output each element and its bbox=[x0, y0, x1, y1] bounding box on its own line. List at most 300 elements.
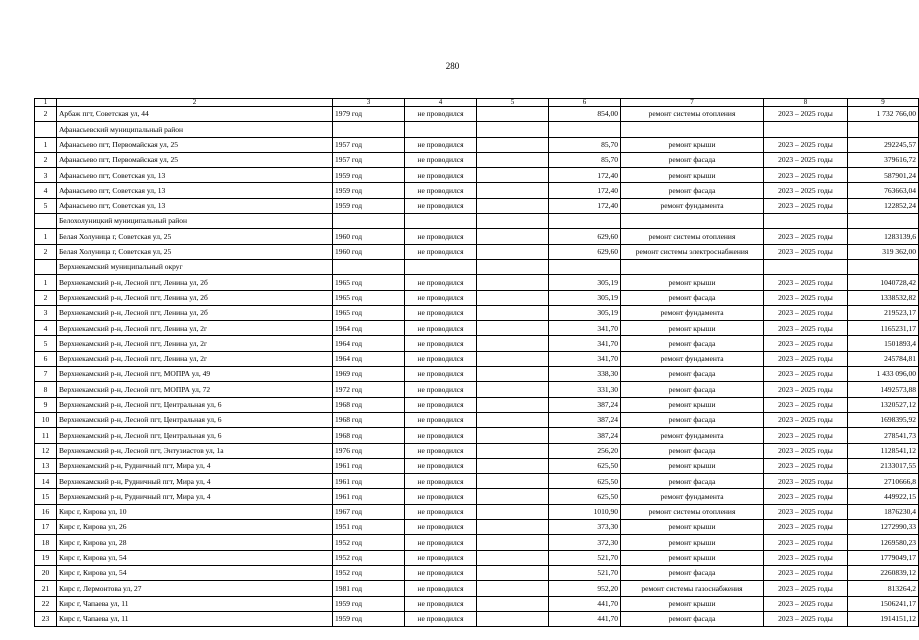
work-type-cell: ремонт фасада bbox=[621, 152, 764, 167]
column-5-cell bbox=[477, 428, 549, 443]
work-type-cell: ремонт фасада bbox=[621, 611, 764, 626]
column-5-cell bbox=[477, 229, 549, 244]
column-5-cell bbox=[477, 565, 549, 580]
row-number-cell: 15 bbox=[35, 489, 57, 504]
work-type-cell: ремонт фундамента bbox=[621, 198, 764, 213]
last-repair-cell: не проводился bbox=[405, 336, 477, 351]
address-cell: Верхнекамский р-н, Лесной пгт, Ленина ул, 2г bbox=[57, 336, 333, 351]
work-type-cell: ремонт фундамента bbox=[621, 305, 764, 320]
period-cell: 2023 – 2025 годы bbox=[764, 183, 848, 198]
table-row bbox=[35, 382, 919, 397]
column-5-cell bbox=[477, 397, 549, 412]
work-type-cell: ремонт крыши bbox=[621, 550, 764, 565]
area-cell: 341,70 bbox=[549, 336, 621, 351]
row-number-cell bbox=[35, 214, 57, 229]
commissioning-year-cell: 1972 год bbox=[333, 382, 405, 397]
work-type-cell: ремонт фасада bbox=[621, 565, 764, 580]
address-cell: Верхнекамский р-н, Рудничный пгт, Мира ул, 4 bbox=[57, 458, 333, 473]
row-number-cell: 7 bbox=[35, 367, 57, 382]
empty-cell bbox=[405, 214, 477, 229]
row-number-cell: 5 bbox=[35, 336, 57, 351]
column-5-cell bbox=[477, 183, 549, 198]
row-number-cell: 1 bbox=[35, 137, 57, 152]
address-cell: Белая Холуница г, Советская ул, 25 bbox=[57, 244, 333, 259]
cost-cell: 278541,73 bbox=[848, 428, 919, 443]
empty-cell bbox=[848, 122, 919, 137]
commissioning-year-cell: 1967 год bbox=[333, 504, 405, 519]
column-5-cell bbox=[477, 198, 549, 213]
work-type-cell: ремонт фасада bbox=[621, 336, 764, 351]
area-cell: 521,70 bbox=[549, 565, 621, 580]
column-number-6: 6 bbox=[549, 99, 621, 107]
group-header-row bbox=[35, 259, 919, 274]
column-number-1: 1 bbox=[35, 99, 57, 107]
empty-cell bbox=[333, 214, 405, 229]
row-number-cell: 4 bbox=[35, 183, 57, 198]
table-row bbox=[35, 198, 919, 213]
table-row bbox=[35, 152, 919, 167]
commissioning-year-cell: 1976 год bbox=[333, 443, 405, 458]
table-row bbox=[35, 428, 919, 443]
area-cell: 1010,90 bbox=[549, 504, 621, 519]
table-row bbox=[35, 397, 919, 412]
table-row bbox=[35, 336, 919, 351]
last-repair-cell: не проводился bbox=[405, 428, 477, 443]
period-cell: 2023 – 2025 годы bbox=[764, 275, 848, 290]
column-5-cell bbox=[477, 412, 549, 427]
row-number-cell: 19 bbox=[35, 550, 57, 565]
last-repair-cell: не проводился bbox=[405, 152, 477, 167]
empty-cell bbox=[848, 259, 919, 274]
work-type-cell: ремонт фундамента bbox=[621, 428, 764, 443]
commissioning-year-cell: 1965 год bbox=[333, 290, 405, 305]
cost-cell: 245784,81 bbox=[848, 351, 919, 366]
table-row bbox=[35, 412, 919, 427]
commissioning-year-cell: 1979 год bbox=[333, 107, 405, 122]
period-cell: 2023 – 2025 годы bbox=[764, 535, 848, 550]
empty-cell bbox=[764, 122, 848, 137]
address-cell: Верхнекамский р-н, Лесной пгт, Ленина ул, 2б bbox=[57, 305, 333, 320]
area-cell: 625,50 bbox=[549, 458, 621, 473]
cost-cell: 1876230,4 bbox=[848, 504, 919, 519]
last-repair-cell: не проводился bbox=[405, 229, 477, 244]
period-cell: 2023 – 2025 годы bbox=[764, 565, 848, 580]
commissioning-year-cell: 1952 год bbox=[333, 565, 405, 580]
table-row bbox=[35, 458, 919, 473]
table-body bbox=[35, 99, 919, 627]
cost-cell: 292245,57 bbox=[848, 137, 919, 152]
period-cell: 2023 – 2025 годы bbox=[764, 290, 848, 305]
area-cell: 85,70 bbox=[549, 137, 621, 152]
area-cell: 441,70 bbox=[549, 596, 621, 611]
row-number-cell: 3 bbox=[35, 305, 57, 320]
period-cell: 2023 – 2025 годы bbox=[764, 474, 848, 489]
work-type-cell: ремонт крыши bbox=[621, 520, 764, 535]
address-cell: Верхнекамский р-н, Рудничный пгт, Мира ул, 4 bbox=[57, 474, 333, 489]
period-cell: 2023 – 2025 годы bbox=[764, 305, 848, 320]
cost-cell: 379616,72 bbox=[848, 152, 919, 167]
column-5-cell bbox=[477, 611, 549, 626]
last-repair-cell: не проводился bbox=[405, 183, 477, 198]
area-cell: 338,30 bbox=[549, 367, 621, 382]
address-cell: Кирс г, Лермонтова ул, 27 bbox=[57, 581, 333, 596]
last-repair-cell: не проводился bbox=[405, 412, 477, 427]
area-cell: 629,60 bbox=[549, 244, 621, 259]
cost-cell: 1506241,17 bbox=[848, 596, 919, 611]
period-cell: 2023 – 2025 годы bbox=[764, 611, 848, 626]
cost-cell: 1272990,33 bbox=[848, 520, 919, 535]
commissioning-year-cell: 1961 год bbox=[333, 458, 405, 473]
work-type-cell: ремонт системы газоснабжения bbox=[621, 581, 764, 596]
empty-cell bbox=[621, 122, 764, 137]
area-cell: 854,00 bbox=[549, 107, 621, 122]
column-5-cell bbox=[477, 581, 549, 596]
commissioning-year-cell: 1968 год bbox=[333, 412, 405, 427]
commissioning-year-cell: 1957 год bbox=[333, 152, 405, 167]
cost-cell: 2710666,8 bbox=[848, 474, 919, 489]
address-cell: Верхнекамский р-н, Лесной пгт, Ленина ул, 2г bbox=[57, 351, 333, 366]
page-number: 280 bbox=[445, 61, 460, 71]
last-repair-cell: не проводился bbox=[405, 520, 477, 535]
row-number-cell: 12 bbox=[35, 443, 57, 458]
area-cell: 521,70 bbox=[549, 550, 621, 565]
row-number-cell: 16 bbox=[35, 504, 57, 519]
column-number-3: 3 bbox=[333, 99, 405, 107]
last-repair-cell: не проводился bbox=[405, 351, 477, 366]
group-title: Белохолуницкий муниципальный район bbox=[57, 214, 333, 229]
last-repair-cell: не проводился bbox=[405, 321, 477, 336]
address-cell: Верхнекамский р-н, Лесной пгт, Ленина ул, 2г bbox=[57, 321, 333, 336]
empty-cell bbox=[477, 259, 549, 274]
work-type-cell: ремонт фасада bbox=[621, 382, 764, 397]
area-cell: 952,20 bbox=[549, 581, 621, 596]
work-type-cell: ремонт системы отопления bbox=[621, 107, 764, 122]
group-header-row bbox=[35, 122, 919, 137]
last-repair-cell: не проводился bbox=[405, 397, 477, 412]
area-cell: 172,40 bbox=[549, 168, 621, 183]
commissioning-year-cell: 1951 год bbox=[333, 520, 405, 535]
work-type-cell: ремонт системы отопления bbox=[621, 229, 764, 244]
table-row bbox=[35, 107, 919, 122]
last-repair-cell: не проводился bbox=[405, 305, 477, 320]
empty-cell bbox=[477, 214, 549, 229]
period-cell: 2023 – 2025 годы bbox=[764, 458, 848, 473]
table-row bbox=[35, 229, 919, 244]
column-5-cell bbox=[477, 504, 549, 519]
cost-cell: 449922,15 bbox=[848, 489, 919, 504]
cost-cell: 1492573,88 bbox=[848, 382, 919, 397]
column-5-cell bbox=[477, 305, 549, 320]
table-row bbox=[35, 520, 919, 535]
column-number-4: 4 bbox=[405, 99, 477, 107]
column-5-cell bbox=[477, 275, 549, 290]
area-cell: 372,30 bbox=[549, 535, 621, 550]
cost-cell: 2260839,12 bbox=[848, 565, 919, 580]
work-type-cell: ремонт фундамента bbox=[621, 489, 764, 504]
empty-cell bbox=[549, 259, 621, 274]
period-cell: 2023 – 2025 годы bbox=[764, 351, 848, 366]
row-number-cell: 5 bbox=[35, 198, 57, 213]
column-5-cell bbox=[477, 137, 549, 152]
last-repair-cell: не проводился bbox=[405, 550, 477, 565]
commissioning-year-cell: 1969 год bbox=[333, 367, 405, 382]
period-cell: 2023 – 2025 годы bbox=[764, 596, 848, 611]
cost-cell: 813264,2 bbox=[848, 581, 919, 596]
last-repair-cell: не проводился bbox=[405, 168, 477, 183]
period-cell: 2023 – 2025 годы bbox=[764, 489, 848, 504]
last-repair-cell: не проводился bbox=[405, 611, 477, 626]
table-row bbox=[35, 550, 919, 565]
address-cell: Верхнекамский р-н, Лесной пгт, Центральная ул, 6 bbox=[57, 428, 333, 443]
empty-cell bbox=[621, 259, 764, 274]
row-number-cell: 8 bbox=[35, 382, 57, 397]
work-type-cell: ремонт крыши bbox=[621, 397, 764, 412]
cost-cell: 219523,17 bbox=[848, 305, 919, 320]
column-number-8: 8 bbox=[764, 99, 848, 107]
area-cell: 625,50 bbox=[549, 489, 621, 504]
empty-cell bbox=[333, 122, 405, 137]
last-repair-cell: не проводился bbox=[405, 367, 477, 382]
row-number-cell: 3 bbox=[35, 168, 57, 183]
column-5-cell bbox=[477, 321, 549, 336]
row-number-cell: 17 bbox=[35, 520, 57, 535]
period-cell: 2023 – 2025 годы bbox=[764, 152, 848, 167]
last-repair-cell: не проводился bbox=[405, 596, 477, 611]
table-row bbox=[35, 321, 919, 336]
address-cell: Верхнекамский р-н, Лесной пгт, Ленина ул, 2б bbox=[57, 275, 333, 290]
area-cell: 625,50 bbox=[549, 474, 621, 489]
area-cell: 172,40 bbox=[549, 198, 621, 213]
work-type-cell: ремонт фасада bbox=[621, 443, 764, 458]
last-repair-cell: не проводился bbox=[405, 565, 477, 580]
area-cell: 373,30 bbox=[549, 520, 621, 535]
last-repair-cell: не проводился bbox=[405, 504, 477, 519]
column-5-cell bbox=[477, 474, 549, 489]
period-cell: 2023 – 2025 годы bbox=[764, 428, 848, 443]
empty-cell bbox=[477, 122, 549, 137]
cost-cell: 1 732 766,00 bbox=[848, 107, 919, 122]
cost-cell: 319 362,00 bbox=[848, 244, 919, 259]
period-cell: 2023 – 2025 годы bbox=[764, 412, 848, 427]
period-cell: 2023 – 2025 годы bbox=[764, 581, 848, 596]
table-row bbox=[35, 596, 919, 611]
row-number-cell: 2 bbox=[35, 107, 57, 122]
area-cell: 341,70 bbox=[549, 321, 621, 336]
row-number-cell: 13 bbox=[35, 458, 57, 473]
last-repair-cell: не проводился bbox=[405, 535, 477, 550]
period-cell: 2023 – 2025 годы bbox=[764, 168, 848, 183]
address-cell: Верхнекамский р-н, Лесной пгт, Центральная ул, 6 bbox=[57, 412, 333, 427]
address-cell: Верхнекамский р-н, Лесной пгт, МОПРА ул, 72 bbox=[57, 382, 333, 397]
work-type-cell: ремонт крыши bbox=[621, 596, 764, 611]
row-number-cell: 1 bbox=[35, 275, 57, 290]
work-type-cell: ремонт фасада bbox=[621, 290, 764, 305]
last-repair-cell: не проводился bbox=[405, 244, 477, 259]
area-cell: 305,19 bbox=[549, 290, 621, 305]
commissioning-year-cell: 1959 год bbox=[333, 168, 405, 183]
row-number-cell: 20 bbox=[35, 565, 57, 580]
address-cell: Арбаж пгт, Советская ул, 44 bbox=[57, 107, 333, 122]
area-cell: 256,20 bbox=[549, 443, 621, 458]
commissioning-year-cell: 1968 год bbox=[333, 428, 405, 443]
row-number-cell bbox=[35, 259, 57, 274]
commissioning-year-cell: 1952 год bbox=[333, 535, 405, 550]
empty-cell bbox=[549, 122, 621, 137]
last-repair-cell: не проводился bbox=[405, 290, 477, 305]
row-number-cell: 6 bbox=[35, 351, 57, 366]
period-cell: 2023 – 2025 годы bbox=[764, 336, 848, 351]
work-type-cell: ремонт фундамента bbox=[621, 351, 764, 366]
empty-cell bbox=[621, 214, 764, 229]
column-5-cell bbox=[477, 336, 549, 351]
column-5-cell bbox=[477, 520, 549, 535]
commissioning-year-cell: 1952 год bbox=[333, 550, 405, 565]
table-row bbox=[35, 244, 919, 259]
address-cell: Верхнекамский р-н, Лесной пгт, МОПРА ул, 49 bbox=[57, 367, 333, 382]
commissioning-year-cell: 1959 год bbox=[333, 183, 405, 198]
commissioning-year-cell: 1960 год bbox=[333, 244, 405, 259]
address-cell: Кирс г, Кирова ул, 54 bbox=[57, 565, 333, 580]
group-header-row bbox=[35, 214, 919, 229]
last-repair-cell: не проводился bbox=[405, 443, 477, 458]
row-number-cell: 22 bbox=[35, 596, 57, 611]
empty-cell bbox=[405, 259, 477, 274]
last-repair-cell: не проводился bbox=[405, 137, 477, 152]
empty-cell bbox=[764, 259, 848, 274]
commissioning-year-cell: 1957 год bbox=[333, 137, 405, 152]
last-repair-cell: не проводился bbox=[405, 198, 477, 213]
table-row bbox=[35, 275, 919, 290]
period-cell: 2023 – 2025 годы bbox=[764, 367, 848, 382]
column-number-row bbox=[35, 99, 919, 107]
table-row bbox=[35, 290, 919, 305]
table-row bbox=[35, 351, 919, 366]
last-repair-cell: не проводился bbox=[405, 489, 477, 504]
area-cell: 305,19 bbox=[549, 305, 621, 320]
table-row bbox=[35, 611, 919, 626]
table-row bbox=[35, 183, 919, 198]
address-cell: Кирс г, Чапаева ул, 11 bbox=[57, 596, 333, 611]
table-row bbox=[35, 489, 919, 504]
work-type-cell: ремонт крыши bbox=[621, 137, 764, 152]
cost-cell: 1779049,17 bbox=[848, 550, 919, 565]
area-cell: 305,19 bbox=[549, 275, 621, 290]
work-type-cell: ремонт системы отопления bbox=[621, 504, 764, 519]
cost-cell: 763663,04 bbox=[848, 183, 919, 198]
period-cell: 2023 – 2025 годы bbox=[764, 107, 848, 122]
column-5-cell bbox=[477, 152, 549, 167]
cost-cell: 1338532,82 bbox=[848, 290, 919, 305]
area-cell: 331,30 bbox=[549, 382, 621, 397]
column-number-5: 5 bbox=[477, 99, 549, 107]
column-5-cell bbox=[477, 382, 549, 397]
column-5-cell bbox=[477, 596, 549, 611]
address-cell: Афанасьево пгт, Советская ул, 13 bbox=[57, 168, 333, 183]
address-cell: Афанасьево пгт, Первомайская ул, 25 bbox=[57, 152, 333, 167]
empty-cell bbox=[848, 214, 919, 229]
commissioning-year-cell: 1960 год bbox=[333, 229, 405, 244]
address-cell: Верхнекамский р-н, Рудничный пгт, Мира ул, 4 bbox=[57, 489, 333, 504]
work-type-cell: ремонт крыши bbox=[621, 458, 764, 473]
group-title: Верхнекамский муниципальный округ bbox=[57, 259, 333, 274]
column-5-cell bbox=[477, 290, 549, 305]
period-cell: 2023 – 2025 годы bbox=[764, 504, 848, 519]
repair-register-table bbox=[34, 98, 919, 627]
commissioning-year-cell: 1959 год bbox=[333, 611, 405, 626]
row-number-cell: 9 bbox=[35, 397, 57, 412]
period-cell: 2023 – 2025 годы bbox=[764, 382, 848, 397]
commissioning-year-cell: 1968 год bbox=[333, 397, 405, 412]
period-cell: 2023 – 2025 годы bbox=[764, 244, 848, 259]
row-number-cell bbox=[35, 122, 57, 137]
row-number-cell: 10 bbox=[35, 412, 57, 427]
cost-cell: 1914151,12 bbox=[848, 611, 919, 626]
work-type-cell: ремонт системы электроснабжения bbox=[621, 244, 764, 259]
column-5-cell bbox=[477, 244, 549, 259]
work-type-cell: ремонт крыши bbox=[621, 275, 764, 290]
address-cell: Афанасьево пгт, Первомайская ул, 25 bbox=[57, 137, 333, 152]
period-cell: 2023 – 2025 годы bbox=[764, 137, 848, 152]
column-number-9: 9 bbox=[848, 99, 919, 107]
cost-cell: 122852,24 bbox=[848, 198, 919, 213]
period-cell: 2023 – 2025 годы bbox=[764, 520, 848, 535]
commissioning-year-cell: 1961 год bbox=[333, 474, 405, 489]
cost-cell: 1501893,4 bbox=[848, 336, 919, 351]
period-cell: 2023 – 2025 годы bbox=[764, 397, 848, 412]
table-row bbox=[35, 137, 919, 152]
table-row bbox=[35, 565, 919, 580]
cost-cell: 1283139,6 bbox=[848, 229, 919, 244]
table-row bbox=[35, 474, 919, 489]
commissioning-year-cell: 1965 год bbox=[333, 305, 405, 320]
area-cell: 387,24 bbox=[549, 428, 621, 443]
column-5-cell bbox=[477, 168, 549, 183]
commissioning-year-cell: 1981 год bbox=[333, 581, 405, 596]
column-5-cell bbox=[477, 443, 549, 458]
column-5-cell bbox=[477, 489, 549, 504]
address-cell: Кирс г, Кирова ул, 28 bbox=[57, 535, 333, 550]
area-cell: 629,60 bbox=[549, 229, 621, 244]
row-number-cell: 1 bbox=[35, 229, 57, 244]
table-row bbox=[35, 504, 919, 519]
column-5-cell bbox=[477, 367, 549, 382]
commissioning-year-cell: 1965 год bbox=[333, 275, 405, 290]
address-cell: Кирс г, Кирова ул, 54 bbox=[57, 550, 333, 565]
address-cell: Кирс г, Кирова ул, 26 bbox=[57, 520, 333, 535]
last-repair-cell: не проводился bbox=[405, 458, 477, 473]
column-5-cell bbox=[477, 351, 549, 366]
period-cell: 2023 – 2025 годы bbox=[764, 550, 848, 565]
address-cell: Верхнекамский р-н, Лесной пгт, Ленина ул, 2б bbox=[57, 290, 333, 305]
address-cell: Верхнекамский р-н, Лесной пгт, Энтузиастов ул, 1а bbox=[57, 443, 333, 458]
column-5-cell bbox=[477, 107, 549, 122]
area-cell: 85,70 bbox=[549, 152, 621, 167]
address-cell: Кирс г, Кирова ул, 10 bbox=[57, 504, 333, 519]
row-number-cell: 2 bbox=[35, 290, 57, 305]
period-cell: 2023 – 2025 годы bbox=[764, 198, 848, 213]
cost-cell: 1269580,23 bbox=[848, 535, 919, 550]
column-number-2: 2 bbox=[57, 99, 333, 107]
commissioning-year-cell: 1964 год bbox=[333, 321, 405, 336]
cost-cell: 1128541,12 bbox=[848, 443, 919, 458]
area-cell: 441,70 bbox=[549, 611, 621, 626]
last-repair-cell: не проводился bbox=[405, 382, 477, 397]
row-number-cell: 14 bbox=[35, 474, 57, 489]
period-cell: 2023 – 2025 годы bbox=[764, 321, 848, 336]
work-type-cell: ремонт фасада bbox=[621, 183, 764, 198]
last-repair-cell: не проводился bbox=[405, 581, 477, 596]
commissioning-year-cell: 1961 год bbox=[333, 489, 405, 504]
